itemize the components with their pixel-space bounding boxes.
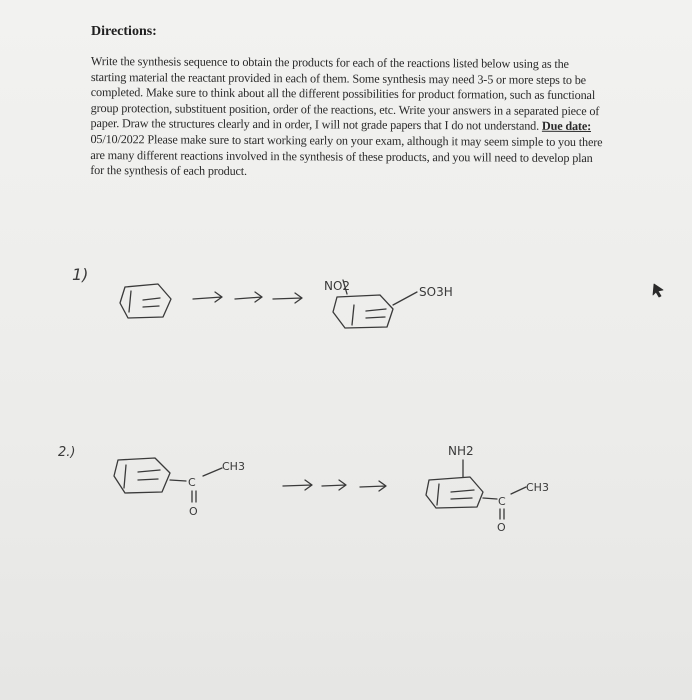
problem-1-sulfonic-acid-label: SO3H [419,285,453,299]
due-date-value: 05/10/2022 [90,131,145,147]
problem-1 [72,265,453,328]
problem-2-number: 2.) [58,445,76,460]
problem-2-reaction-arrows [283,480,386,491]
problem-2-amino-label: NH2 [448,444,474,458]
directions-text-part-1: Write the synthesis sequence to obtain the products for each of the reactions listed below using as the starting material the reactant provided in each of them. Some synthesis may need 3-5 or more steps to be completed. Make sure to think about all the different possibilities for product formation, such as functional group protection, substituent position, order of the reactions, etc. Write your answers in a separated piece of paper. Draw the structures clearly and in order, I will not grade papers that I do not understand. [90,54,600,134]
problem-2-reactant-benzene [114,458,222,502]
problem-1-reaction-arrows [193,292,302,303]
problem-2-product-carbon-label: C [498,495,506,508]
problem-1-reactant-benzene [120,284,171,318]
problem-2-reactant-methyl-label: CH3 [222,460,245,473]
due-date-label: Due date: [541,119,592,134]
directions-heading: Directions: [91,24,157,39]
problem-2-reactant-carbon-label: C [188,476,196,489]
pointer-icon [653,284,663,297]
problem-2 [58,444,549,534]
problem-2-reactant-oxygen-label: O [189,505,198,518]
problem-2-product-benzene [426,460,526,519]
directions-text-part-2: Please make sure to start working early on your exam, although it may seem simple to you there are many different reactions involved in the synthesis of these products, and you will need to develop plan for the synthesis of each product. [90,132,603,179]
problem-1-nitro-label: NO2 [324,279,351,293]
problem-2-product-oxygen-label: O [497,521,506,534]
problem-2-product-methyl-label: CH3 [526,481,549,494]
problem-1-number: 1) [72,265,89,284]
